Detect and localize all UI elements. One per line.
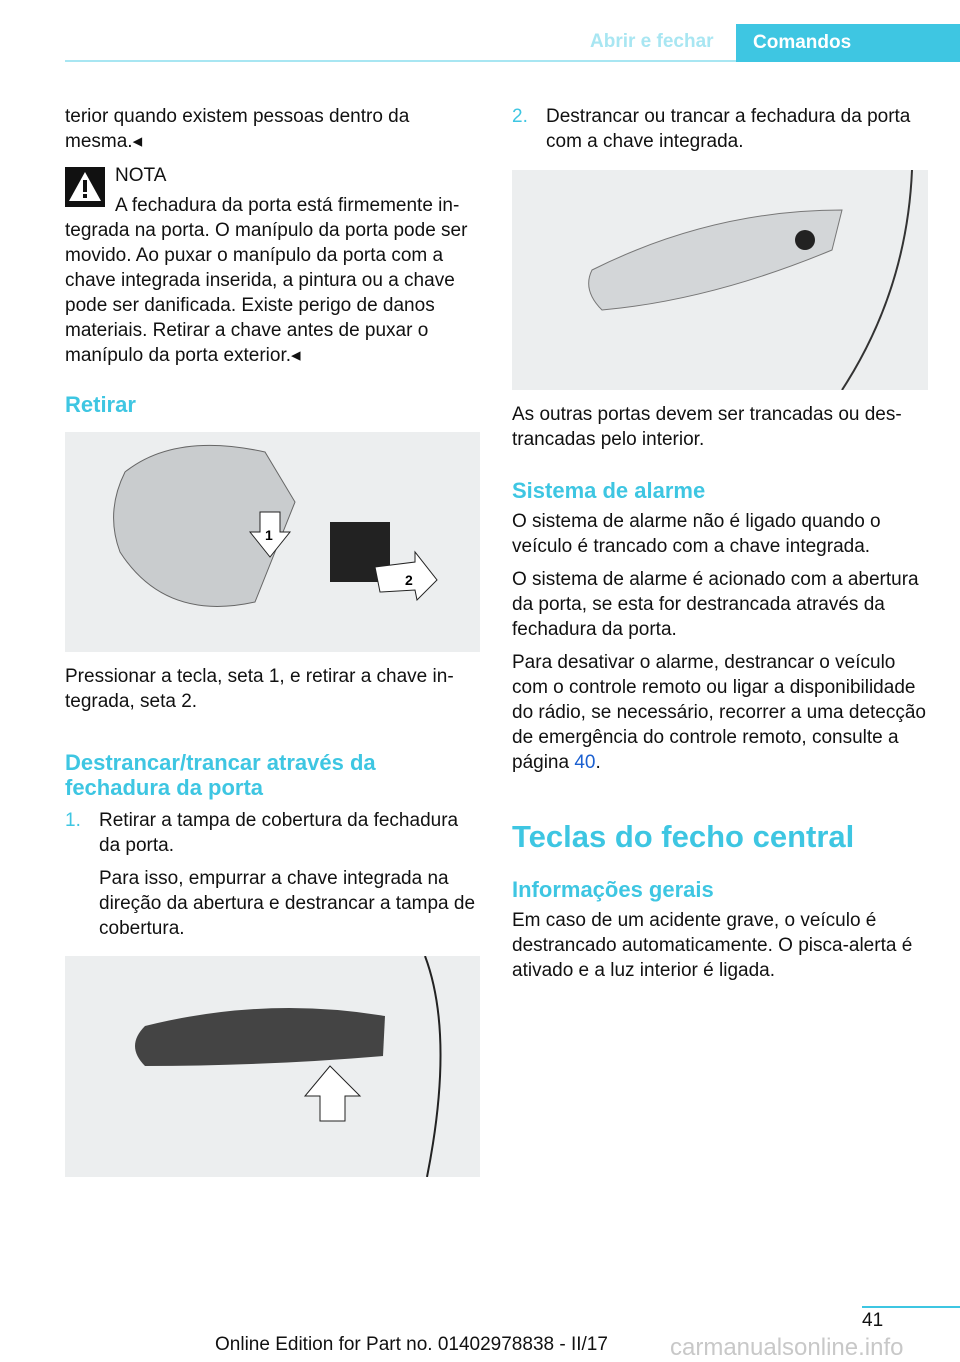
warning-icon [65,167,105,207]
heading-destrancar: Destrancar/trancar através da fechadura da porta [65,750,376,800]
arrow-label-1: 1 [265,527,273,543]
step-text: Destrancar ou trancar a fechadura da porta com a chave integrada. [546,106,911,152]
paragraph: As outras portas devem ser trancadas ou destrancadas pelo interior. [512,404,902,450]
footer-edition: Online Edition for Part no. 01402978838 - II/17 [215,1334,608,1355]
step-1 [65,808,480,941]
paragraph: O sistema de alarme não é ligado quando o veículo é trancado com a chave integrada. [512,511,881,557]
paragraph: Em caso de um acidente grave, o veículo é destrancado automaticamente. O pisca-alerta é ativado e a luz interior é ligada. [512,910,913,981]
step-text: Retirar a tampa de cobertura da fechadura da porta. [99,810,459,856]
step-2 [512,104,928,154]
right-column [512,104,928,983]
step-number: 2. [512,106,528,127]
paragraph: O sistema de alarme é acionado com a abertura da porta, se esta for destrancada através da fechadura da porta. [512,569,919,640]
paragraph-text: Para desativar o alarme, destrancar o veículo com o controle remoto ou ligar a disponibilidade do rádio, se necessário, recorrer a uma detecção de emergência do controle remoto, consulte a página [512,652,926,773]
paragraph [512,650,928,775]
note-first-line: A fechadura da porta está firmemente in- [115,195,460,216]
key-removal-image [65,432,480,652]
warning-note [65,163,480,368]
header-section: Abrir e fechar [590,31,714,52]
footer-rule [862,1306,960,1308]
left-column [65,104,480,1177]
note-text: tegrada na porta. O manípulo da porta pode ser movido. Ao puxar o manípulo da porta com a chave integrada inserida, a pintura ou a chave pode ser danificada. Existe perigo de danos materiais. Retirar a chave antes de puxar o manípulo da porta exterior.◂ [65,220,468,366]
heading-informacoes: Informações gerais [512,877,714,902]
arrow-label-2: 2 [405,572,413,588]
page-number: 41 [862,1310,884,1331]
page-link[interactable]: 40 [574,752,596,773]
watermark: carmanualsonline.info [670,1334,904,1361]
note-title: NOTA [115,165,167,186]
door-lock-image [512,170,928,390]
paragraph: terior quando existem pessoas dentro da mesma.◂ [65,106,410,152]
period: . [595,752,601,773]
heading-alarme: Sistema de alarme [512,478,706,503]
paragraph: Pressionar a tecla, seta 1, e retirar a chave integrada, seta 2. [65,666,454,712]
step-number: 1. [65,810,81,831]
heading-retirar: Retirar [65,392,136,417]
tab-comandos: Comandos [736,24,960,62]
step-subtext: Para isso, empurrar a chave integrada na direção da abertura e destrancar a tampa de cobertura. [99,868,476,939]
heading-teclas: Teclas do fecho central [512,819,855,854]
door-handle-image [65,956,480,1177]
